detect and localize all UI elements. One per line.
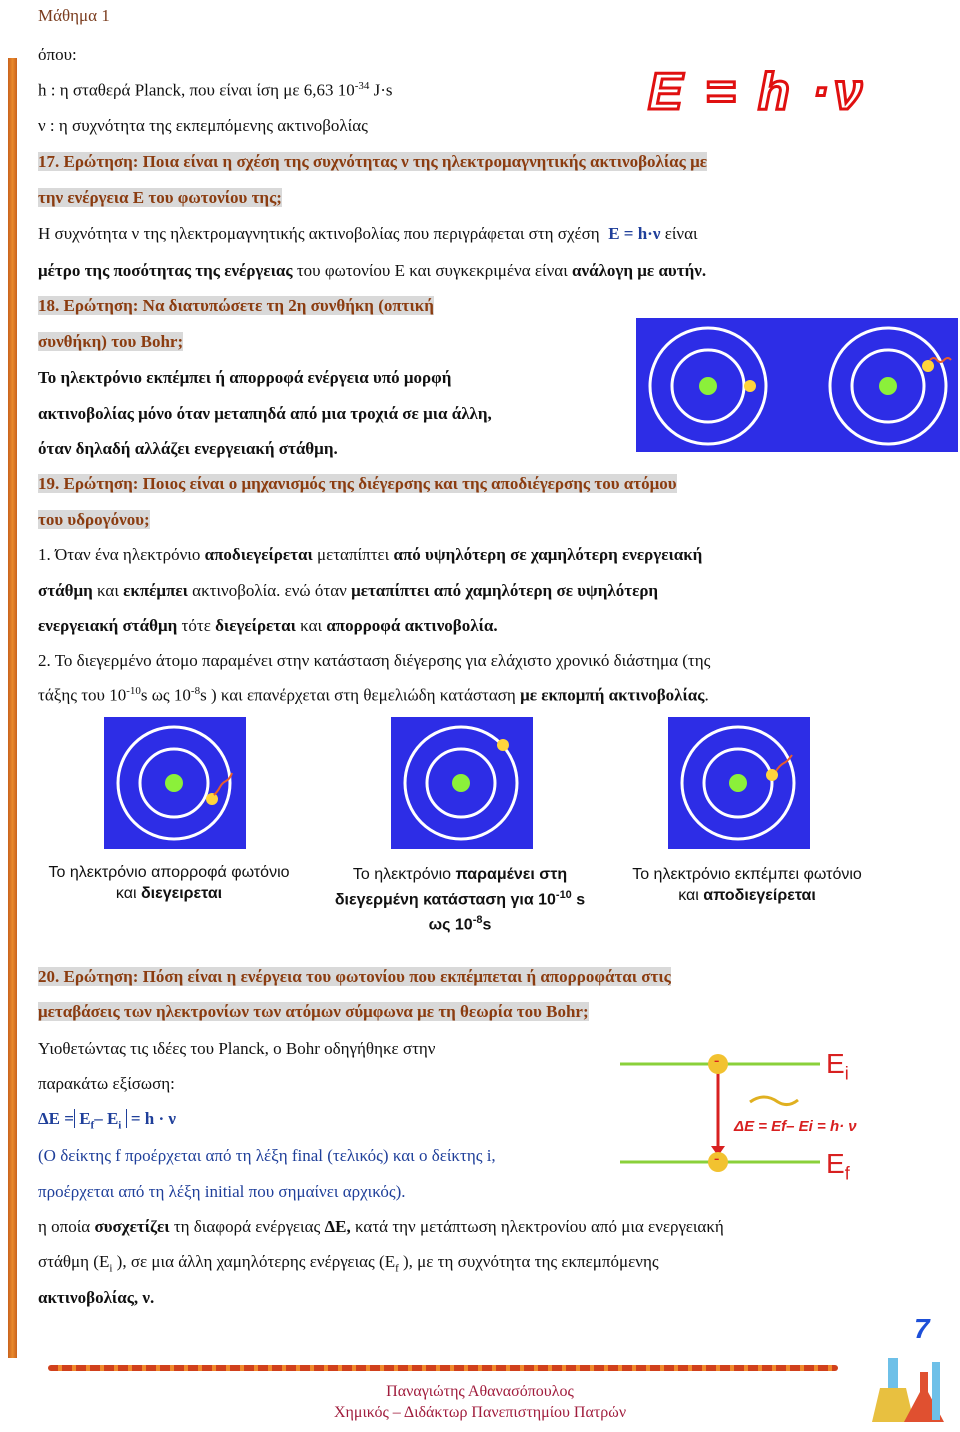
bohr-atom-figure — [636, 318, 958, 452]
level-ei-label: $E_i$ — [826, 1048, 849, 1084]
q17-question-line2: την ενέργεια Ε του φωτονίου της; — [38, 188, 282, 207]
excited-state-panel — [391, 717, 533, 849]
footer-decorative-line — [48, 1365, 838, 1371]
q20-answer-line3: η οποία συσχετίζει τη διαφορά ενέργειας ΔΕ, κατά την μετάπτωση ηλεκτρονίου από μια ενεργειακή — [38, 1217, 724, 1236]
q17-answer-line2: μέτρο της ποσότητας της ενέργειας του φωτονίου Ε και συγκεκριμένα είναι ανάλογη με αυτήν. — [38, 261, 707, 280]
q19-question-line2: του υδρογόνου; — [38, 510, 150, 529]
energy-formula-label: ΔE = Ef– Ei = h· ν — [734, 1118, 857, 1135]
q17-question-line1: 17. Ερώτηση: Ποια είναι η σχέση της συχνότητας ν της ηλεκτρομαγνητικής ακτινοβολίας με — [38, 152, 707, 171]
page-margin-bar — [8, 58, 17, 1358]
q20-note-line1: (Ο δείκτης f προέρχεται από τη λέξη final (τελικός) και ο δείκτης i, — [38, 1146, 496, 1165]
emission-panel — [668, 717, 810, 849]
electron-top-sign: - — [714, 1052, 720, 1069]
q20-question-line1: 20. Ερώτηση: Πόση είναι η ενέργεια του φωτονίου που εκπέμπεται ή απορροφάται στις — [38, 967, 671, 986]
q20-equation: $\Delta E = E_f-$ $E_i = h \cdot \nu$ — [38, 1109, 177, 1132]
q19-paragraph1-line2: στάθμη και εκπέμπει ακτινοβολία. ενώ όταν μεταπίπτει από χαμηλότερη σε υψηλότερη — [38, 581, 659, 600]
caption-absorption: Το ηλεκτρόνιο απορροφά φωτόνιο και διεγειρεται — [48, 864, 290, 902]
q18-answer-line1: Το ηλεκτρόνιο εκπέμπει ή απορροφά ενέργεια υπό μορφή — [38, 368, 452, 387]
q20-answer-line5: ακτινοβολίας, ν. — [38, 1288, 155, 1307]
q18-question-line1: 18. Ερώτηση: Να διατυπώσετε τη 2η συνθήκη (οπτική — [38, 296, 434, 315]
q19-paragraph1-line1: 1. Όταν ένα ηλεκτρόνιο αποδιεγείρεται μεταπίπτει από υψηλότερη σε χαμηλότερη ενεργειακή — [38, 545, 703, 564]
where-label: όπου: — [38, 45, 77, 64]
footer-author: Παναγιώτης Αθανασόπουλος — [386, 1383, 574, 1400]
page-number: 7 — [914, 1313, 930, 1344]
q20-note-line2: προέρχεται από τη λέξη initial που σημαίνει αρχικός). — [38, 1182, 406, 1201]
electron-bottom-sign: - — [714, 1150, 720, 1167]
q20-answer-line1: Υιοθετώντας τις ιδέες του Planck, ο Bohr οδηγήθηκε στην — [38, 1039, 436, 1058]
q20-answer-line2: παρακάτω εξίσωση: — [38, 1074, 175, 1093]
q19-paragraph2-line2: τάξης του $10^{-10}s$ ως $10^{-8}s$ ) και επανέρχεται στη θεμελιώδη κατάσταση με εκπομπή ακτινοβολίας. — [38, 685, 709, 705]
caption-emission: Το ηλεκτρόνιο εκπέμπει φωτόνιο και αποδιεγείρεται — [632, 866, 862, 904]
q20-question-line2: μεταβάσεις των ηλεκτρονίων των ατόμων σύμφωνα με τη θεωρία του Bohr; — [38, 1002, 589, 1021]
formula-banner: E = h ·ν — [648, 63, 867, 121]
h-definition: h : η σταθερά Planck, που είναι ίση με 6,63 $10^{-34}$ J·s — [38, 80, 393, 100]
q17-answer-line1: Η συχνότητα ν της ηλεκτρομαγνητικής ακτινοβολίας που περιγράφεται στη σχέση E = h·ν είναι — [38, 224, 698, 243]
caption-excited: Το ηλεκτρόνιο παραμένει στη διεγερμένη κατάσταση για $10^{-10}$ s ως $10^{-8}s$ — [334, 866, 586, 934]
q18-question-line2: συνθήκη) του Bohr; — [38, 332, 184, 351]
lesson-header: Μάθημα 1 — [38, 6, 110, 25]
q19-paragraph2-line1: 2. Το διεγερμένο άτομο παραμένει στην κατάσταση διέγερσης για ελάχιστο χρονικό διάστημα (της — [38, 651, 711, 670]
level-ef-label: $E_f$ — [826, 1148, 850, 1184]
q19-question-line1: 19. Ερώτηση: Ποιος είναι ο μηχανισμός της διέγερσης και της αποδιέγερσης του ατόμου — [38, 474, 677, 493]
footer-affiliation: Χημικός – Διδάκτωρ Πανεπιστημίου Πατρών — [333, 1404, 627, 1421]
absorption-panel — [104, 717, 246, 849]
q20-answer-line4: στάθμη ($E_i$ ), σε μια άλλη χαμηλότερης ενέργειας ($E_f$ ), με τη συχνότητα της εκπεμπόμενης — [38, 1252, 659, 1275]
q19-paragraph1-line3: ενεργειακή στάθμη τότε διεγείρεται και απορροφά ακτινοβολία. — [38, 616, 498, 635]
v-definition: ν : η συχνότητα της εκπεμπόμενης ακτινοβολίας — [38, 116, 368, 135]
q18-answer-line2: ακτινοβολίας μόνο όταν μεταπηδά από μια τροχιά σε μια άλλη, — [38, 404, 492, 423]
q18-answer-line3: όταν δηλαδή αλλάζει ενεργειακή στάθμη. — [38, 439, 338, 458]
